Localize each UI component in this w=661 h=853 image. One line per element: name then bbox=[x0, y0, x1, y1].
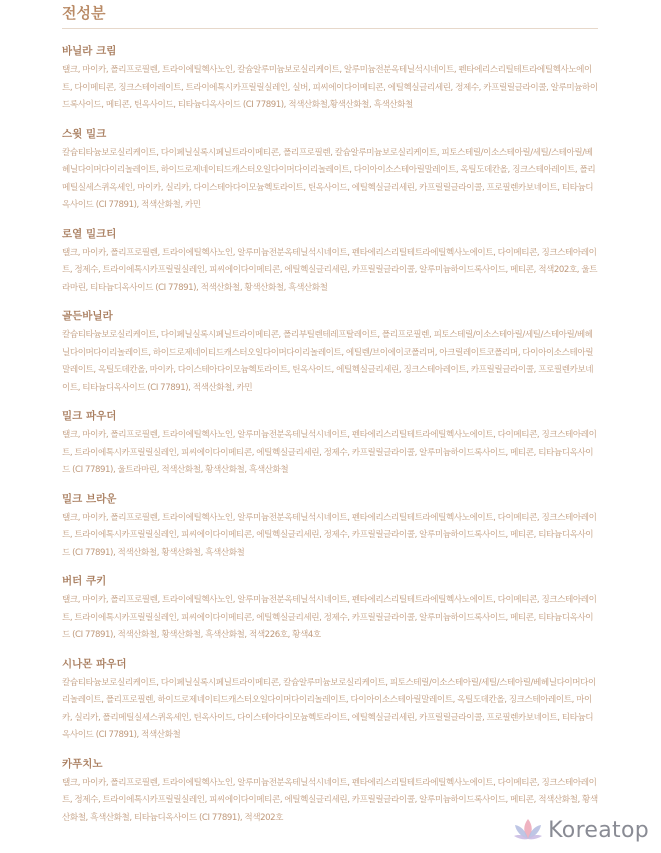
product-name: 밀크 파우더 bbox=[62, 410, 117, 422]
watermark bbox=[511, 815, 649, 845]
ingredient-list: 탤크, 마이카, 폴리프로필렌, 트라이에틸헥사노인, 칼슘알루미늄보로실리케이트, 알루미늄전분옥테닐석시네이트, 펜타에리스리틸테트라에틸헥사노에이트, 다이메티콘, 징크스테아레이트, 트라이에톡시카프릴릴실레인, 실버, 피씨에이다이메티콘, 에틸헥실글리세린, 정제수, 카프릴릴글라이콜, 알루미늄하이드록사이드, 메티콘, 틴옥사이드, 티타늄디옥사이드 (CI 77891), 적색산화철,황색산화철, 흑색산화철 bbox=[62, 65, 598, 110]
page-title: 전성분 bbox=[62, 4, 106, 22]
ingredient-list: 칼슘티타늄보로실리케이트, 다이페닐실록시페닐트라이메티콘, 폴리부틸렌테레프탈레이트, 폴리프로필렌, 피토스테릴/이소스테아릴/세틸/스테아릴/베헤닐다이머다이리놀레이트, 하이드로제네이티드캐스터오일다이머다이리놀레이트, 에틸렌/브이에이코폴리머, 아크릴레이트코폴리머, 다이아이소스테아릴말레이트, 옥틸도데칸올, 마이카, 다이스테아다이모늄헥토라이트, 틴옥사이드, 에틸헥실글리세린, 징크스테아레이트, 카프릴릴글라이콜, 프로필렌카보네이트, 티타늄디옥사이드 (CI 77891), 적색산화철, 카민 bbox=[62, 330, 594, 393]
product-section bbox=[62, 573, 598, 645]
product-name: 바닐라 크림 bbox=[62, 45, 117, 57]
product-name: 밀크 브라운 bbox=[62, 492, 117, 505]
ingredient-list: 탤크, 마이카, 폴리프로필렌, 트라이에틸헥사노인, 알루미늄전분옥테닐석시네이트, 펜타에리스리틸테트라에틸헥사노에이트, 다이메티콘, 징크스테아레이트, 정제수, 트라이에톡시카프릴릴실레인, 피씨에이다이메티콘, 에틸헥실글리세린, 카프릴릴글라이콜, 알루미늄하이드록사이드, 메티콘, 적색산화철, 황색산화철, 흑색산화철, 티타늄디옥사이드 (CI 77891), 적색202호 bbox=[62, 777, 598, 823]
product-section bbox=[62, 491, 598, 563]
product-name: 로열 밀크티 bbox=[62, 227, 117, 240]
product-section bbox=[62, 126, 598, 215]
product-section bbox=[62, 408, 598, 480]
ingredient-list: 탤크, 마이카, 폴리프로필렌, 트라이에틸헥사노인, 알루미늄전분옥테닐석시네이트, 펜타에리스리틸테트라에틸헥사노에이트, 다이메티콘, 징크스테아레이트, 트라이에톡시카프릴릴실레인, 피씨에이다이메티콘, 에틸헥실글리세린, 정제수, 카프릴릴글라이콜, 알루미늄하이드록사이드, 메티콘, 티타늄디옥사이드 (CI 77891), 울트라마린, 적색산화철, 황색산화철, 흑색산화철 bbox=[62, 430, 597, 475]
product-name: 스윗 밀크 bbox=[62, 127, 107, 140]
lotus-icon bbox=[511, 815, 545, 845]
title-divider bbox=[62, 28, 598, 29]
ingredient-list: 탤크, 마이카, 폴리프로필렌, 트라이에틸헥사노인, 알루미늄전분옥테닐석시네이트, 펜타에리스리틸테트라에틸헥사노에이트, 다이메티콘, 징크스테아레이트, 정제수, 트라이에톡시카프릴릴실레인, 피씨에이다이메티콘, 에틸헥실글리세린, 카프릴릴글라이콜, 알루미늄하이드록사이드, 메티콘, 적색202호, 울트라마린, 티타늄디옥사이드 (CI 77891), 적색산화철, 황색산화철, 흑색산화철 bbox=[62, 247, 598, 293]
ingredient-list: 칼슘티타늄보로실리케이트, 다이페닐실록시페닐트라이메티콘, 칼슘알루미늄보로실리케이트, 피토스테릴/이소스테아릴/세틸/스테아릴/베헤닐다이머다이리놀레이트, 폴리프로필렌, 하이드로제네이티드캐스터오일다이머다이리놀레이트, 다이아이소스테아릴말레이트, 옥틸도데칸올, 징크스테아레이트, 마이카, 실리카, 폴리메틸실세스퀴옥세인, 틴옥사이드, 다이스테아다이모늄헥토라이트, 에틸헥실글리세린, 카프릴릴글라이콜, 프로필렌카보네이트, 티타늄디옥사이드 (CI 77891), 적색산화철 bbox=[62, 677, 596, 740]
product-name: 카푸치노 bbox=[62, 757, 103, 770]
watermark-text: Koreatop bbox=[548, 817, 649, 843]
product-name: 골든바닐라 bbox=[62, 310, 113, 322]
ingredient-list: 탤크, 마이카, 폴리프로필렌, 트라이에틸헥사노인, 알루미늄전분옥테닐석시네이트, 펜타에리스리틸테트라에틸헥사노에이트, 다이메티콘, 징크스테아레이트, 트라이에톡시카프릴릴실레인, 피씨에이다이메티콘, 에틸헥실글리세린, 정제수, 카프릴릴글라이콜, 알루미늄하이드록사이드, 메티콘, 티타늄디옥사이드 (CI 77891), 적색산화철, 황색산화철, 흑색산화철, 적색226호, 황색4호 bbox=[62, 595, 597, 640]
product-section bbox=[62, 43, 598, 115]
ingredient-list: 칼슘티타늄보로실리케이트, 다이페닐실록시페닐트라이메티콘, 폴리프로필렌, 칼슘알루미늄보로실리케이트, 피토스테릴/이소스테아릴/세틸/스테아릴/베헤닐다이머다이리놀레이트, 하이드로제네이티드캐스터오일다이머다이리놀레이트, 다이아이소스테아릴말레이트, 옥틸도데칸올, 징크스테아레이트, 폴리메틸실세스퀴옥세인, 마이카, 실리카, 다이스테아다이모늄헥토라이트, 틴옥사이드, 에틸헥실글리세린, 카프릴릴글라이콜, 프로필렌카보네이트, 티타늄디옥사이드 (CI 77891), 적색산화철, 카민 bbox=[62, 147, 596, 210]
ingredients-page bbox=[62, 0, 598, 838]
product-name: 버터 쿠키 bbox=[62, 575, 107, 587]
product-name: 시나몬 파우더 bbox=[62, 657, 127, 670]
product-section bbox=[62, 226, 598, 298]
product-section bbox=[62, 308, 598, 397]
product-section bbox=[62, 656, 598, 745]
ingredient-list: 탤크, 마이카, 폴리프로필렌, 트라이에틸헥사노인, 알루미늄전분옥테닐석시네이트, 펜타에리스리틸테트라에틸헥사노에이트, 다이메티콘, 징크스테아레이트, 트라이에톡시카프릴릴실레인, 피씨에이다이메티콘, 에틸헥실글리세린, 정제수, 카프릴릴글라이콜, 알루미늄하이드록사이드, 메티콘, 티타늄디옥사이드 (CI 77891), 적색산화철, 황색산화철, 흑색산화철 bbox=[62, 512, 597, 558]
